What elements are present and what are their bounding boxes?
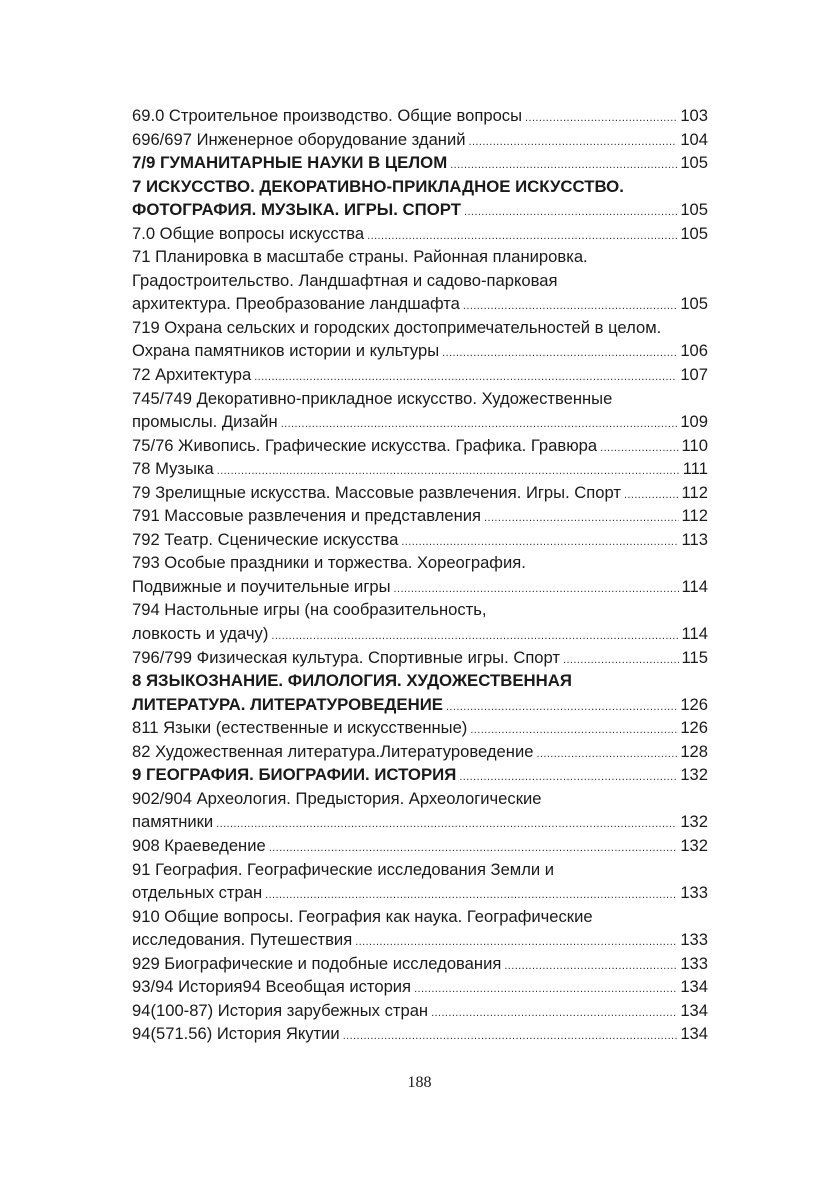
toc-entry-page: 132 (680, 835, 708, 855)
toc-entry-title: 94(571.56) История Якутии (132, 1024, 340, 1044)
toc-entry (132, 198, 708, 222)
toc-entry-title: 794 Настольные игры (на сообразительность, (132, 600, 487, 620)
toc-entry-page: 110 (681, 435, 708, 455)
toc-entry-page: 133 (680, 953, 708, 973)
toc-entry-page: 134 (680, 1024, 708, 1044)
toc-entry-title: архитектура. Преобразование ландшафта (132, 294, 460, 314)
toc-entry-page: 134 (680, 1000, 708, 1020)
toc-entry-page: 133 (680, 883, 708, 903)
toc-entry (132, 222, 708, 246)
toc-entry-title: 78 Музыка (132, 459, 214, 479)
toc-entry-title: 9 ГЕОГРАФИЯ. БИОГРАФИИ. ИСТОРИЯ (132, 765, 457, 785)
toc-entry-title: промыслы. Дизайн (132, 412, 278, 432)
toc-entry-page: 105 (680, 200, 708, 220)
toc-entry-title: 7.0 Общие вопросы искусства (132, 223, 365, 243)
toc-entry-page: 114 (681, 624, 708, 644)
toc-entry (132, 669, 708, 693)
toc-entry-title: ловкость и удачу) (132, 624, 269, 644)
toc-entry-title: 7/9 ГУМАНИТАРНЫЕ НАУКИ В ЦЕЛОМ (132, 153, 448, 173)
dot-leader (484, 507, 678, 531)
toc-entry-title: ФОТОГРАФИЯ. МУЗЫКА. ИГРЫ. СПОРТ (132, 200, 461, 220)
dot-leader (536, 743, 677, 767)
toc-entry-title: 719 Охрана сельских и городских достопримечательностей в целом. (132, 317, 662, 337)
toc-entry (132, 999, 708, 1023)
toc-entry (132, 928, 708, 952)
toc-entry-page: 132 (680, 812, 708, 832)
toc-entry (132, 504, 708, 528)
toc-entry (132, 128, 708, 152)
dot-leader (343, 1025, 678, 1049)
toc-entry-title: 82 Художественная литература.Литературоведение (132, 741, 534, 761)
toc-entry (132, 905, 708, 929)
page-number: 188 (407, 1074, 432, 1091)
toc-entry-title: 72 Архитектура (132, 365, 252, 385)
table-of-contents (132, 104, 708, 1046)
toc-entry-title: ЛИТЕРАТУРА. ЛИТЕРАТУРОВЕДЕНИЕ (132, 694, 443, 714)
toc-entry (132, 245, 708, 269)
dot-leader (624, 484, 679, 508)
toc-entry-title: 696/697 Инженерное оборудование зданий (132, 129, 466, 149)
toc-entry-page: 126 (680, 694, 708, 714)
toc-entry-title: 75/76 Живопись. Графические искусства. Графика. Гравюра (132, 435, 598, 455)
toc-entry-title: 745/749 Декоративно-прикладное искусство. Художественные (132, 388, 613, 408)
toc-entry-title: Подвижные и поучительные игры (132, 576, 391, 596)
toc-entry (132, 387, 708, 411)
toc-entry (132, 481, 708, 505)
dot-leader (469, 131, 678, 155)
toc-entry (132, 975, 708, 999)
dot-leader (414, 978, 677, 1002)
toc-entry (132, 104, 708, 128)
toc-entry (132, 787, 708, 811)
toc-entry-title: памятники (132, 812, 214, 832)
dot-leader (442, 342, 677, 366)
toc-entry (132, 410, 708, 434)
toc-entry-title: Градостроительство. Ландшафтная и садово-парковая (132, 270, 558, 290)
toc-entry (132, 834, 708, 858)
toc-entry-page: 106 (680, 341, 708, 361)
toc-entry (132, 763, 708, 787)
dot-leader (446, 696, 677, 720)
toc-entry (132, 316, 708, 340)
toc-entry (132, 1022, 708, 1046)
toc-entry (132, 622, 708, 646)
toc-entry-title: 791 Массовые развлечения и представления (132, 506, 482, 526)
toc-entry-page: 126 (680, 718, 708, 738)
toc-entry-title: 793 Особые праздники и торжества. Хореография. (132, 553, 526, 573)
dot-leader (504, 955, 677, 979)
toc-entry (132, 693, 708, 717)
toc-entry (132, 434, 708, 458)
toc-entry (132, 952, 708, 976)
toc-entry-page: 107 (680, 365, 708, 385)
toc-entry (132, 363, 708, 387)
toc-entry (132, 716, 708, 740)
toc-entry (132, 528, 708, 552)
toc-entry-title: 811 Языки (естественные и искусственные) (132, 718, 468, 738)
toc-entry-title: 792 Театр. Сценические искусства (132, 529, 399, 549)
toc-entry-title: 69.0 Строительное производство. Общие вопросы (132, 106, 523, 125)
toc-entry-page: 128 (680, 741, 708, 761)
toc-entry-title: 71 Планировка в масштабе страны. Районная планировка. (132, 247, 588, 267)
toc-entry-title: 79 Зрелищные искусства. Массовые развлечения. Игры. Спорт (132, 482, 621, 502)
toc-entry-title: 902/904 Археология. Предыстория. Археологические (132, 788, 542, 808)
toc-entry-title: отдельных стран (132, 883, 263, 903)
toc-entry (132, 457, 708, 481)
toc-entry-title: 8 ЯЗЫКОЗНАНИЕ. ФИЛОЛОГИЯ. ХУДОЖЕСТВЕННАЯ (132, 671, 572, 691)
dot-leader (431, 1002, 677, 1026)
toc-entry (132, 292, 708, 316)
dot-leader (464, 201, 677, 225)
toc-entry (132, 151, 708, 175)
toc-entry-title: исследования. Путешествия (132, 930, 353, 950)
toc-entry-title: 908 Краеведение (132, 835, 266, 855)
toc-entry (132, 175, 708, 199)
toc-entry-page: 105 (680, 153, 708, 173)
toc-entry-page: 115 (681, 647, 708, 667)
toc-entry-title: 93/94 История94 Всеобщая история (132, 977, 412, 997)
toc-entry (132, 646, 708, 670)
toc-entry-page: 132 (680, 765, 708, 785)
toc-entry (132, 881, 708, 905)
toc-entry (132, 575, 708, 599)
toc-entry-title: 929 Биографические и подобные исследования (132, 953, 502, 973)
toc-entry (132, 858, 708, 882)
toc-entry-page: 109 (680, 412, 708, 432)
toc-entry (132, 740, 708, 764)
toc-entry-page: 105 (680, 223, 708, 243)
toc-entry-title: 7 ИСКУССТВО. ДЕКОРАТИВНО-ПРИКЛАДНОЕ ИСКУССТВО. (132, 176, 624, 196)
dot-leader (563, 649, 679, 673)
toc-entry-page: 105 (680, 294, 708, 314)
toc-entry (132, 269, 708, 293)
toc-entry-page: 103 (680, 106, 708, 125)
toc-entry (132, 551, 708, 575)
dot-leader (600, 437, 678, 461)
toc-entry-title: 91 География. Географические исследования Земли и (132, 859, 555, 879)
toc-entry (132, 339, 708, 363)
dot-leader (216, 813, 677, 837)
toc-entry (132, 598, 708, 622)
toc-entry-title: Охрана памятников истории и культуры (132, 341, 440, 361)
toc-entry (132, 810, 708, 834)
toc-entry-page: 111 (682, 459, 708, 479)
dot-leader (525, 107, 677, 131)
toc-entry-page: 112 (681, 482, 708, 502)
toc-entry-page: 133 (680, 930, 708, 950)
toc-entry-page: 104 (680, 129, 708, 149)
toc-entry-title: 796/799 Физическая культура. Спортивные игры. Спорт (132, 647, 560, 667)
toc-entry-title: 910 Общие вопросы. География как наука. Географические (132, 906, 593, 926)
toc-entry-page: 134 (680, 977, 708, 997)
toc-entry-page: 114 (681, 576, 708, 596)
toc-entry-title: 94(100-87) История зарубежных стран (132, 1000, 429, 1020)
toc-entry-page: 113 (681, 529, 708, 549)
toc-entry-page: 112 (681, 506, 708, 526)
